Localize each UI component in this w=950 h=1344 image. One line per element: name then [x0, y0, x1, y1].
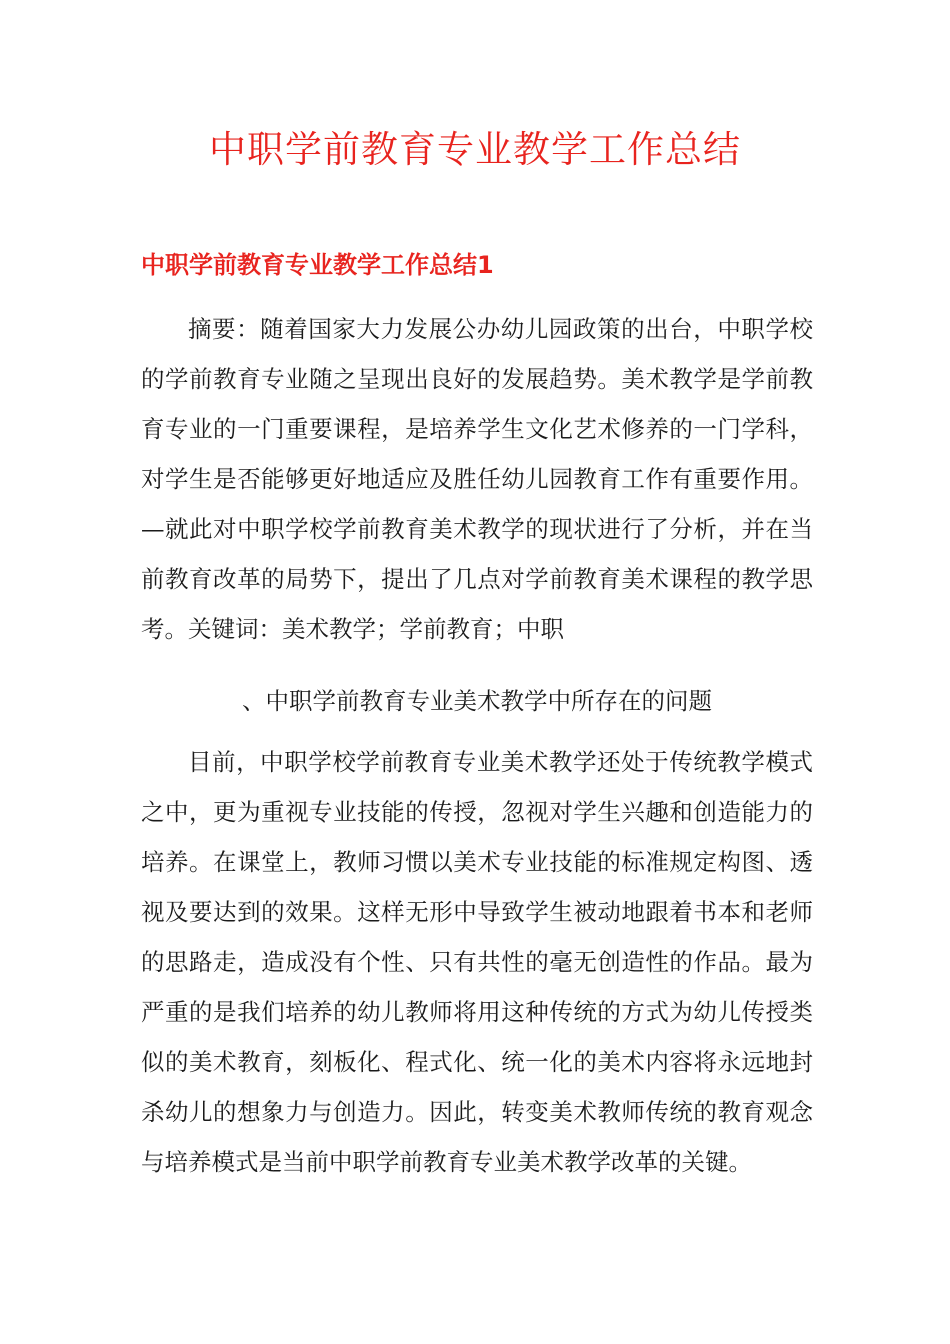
body-paragraph: 目前，中职学校学前教育专业美术教学还处于传统教学模式之中，更为重视专业技能的传授，忽视对学生兴趣和创造能力的培养。在课堂上，教师习惯以美术专业技能的标准规定构图、透视及要达到的效果。这样无形中导致学生被动地跟着书本和老师的思路走，造成没有个性、只有共性的毫无创造性的作品。最为严重的是我们培养的幼儿教师将用这种传统的方式为幼儿传授类似的美术教育，刻板化、程式化、统一化的美术内容将永远地封杀幼儿的想象力与创造力。因此，转变美术教师传统的教育观念与培养模式是当前中职学前教育专业美术教学改革的关键。 [141, 748, 813, 1176]
section-heading: 中职学前教育专业教学工作总结1 [141, 251, 494, 279]
abstract-paragraph: 摘要：随着国家大力发展公办幼儿园政策的出台，中职学校的学前教育专业随之呈现出良好的发展趋势。美术教学是学前教育专业的一门重要课程，是培养学生文化艺术修养的一门学科，对学生是否能够更好地适应及胜任幼儿园教育工作有重要作用。—就此对中职学校学前教育美术教学的现状进行了分析，并在当前教育改革的局势下，提出了几点对学前教育美术课程的教学思考。关键词：美术教学；学前教育；中职 [141, 315, 813, 643]
problem-subheading: 、中职学前教育专业美术教学中所存在的问题 [242, 687, 712, 715]
document-title: 中职学前教育专业教学工作总结 [209, 128, 741, 171]
